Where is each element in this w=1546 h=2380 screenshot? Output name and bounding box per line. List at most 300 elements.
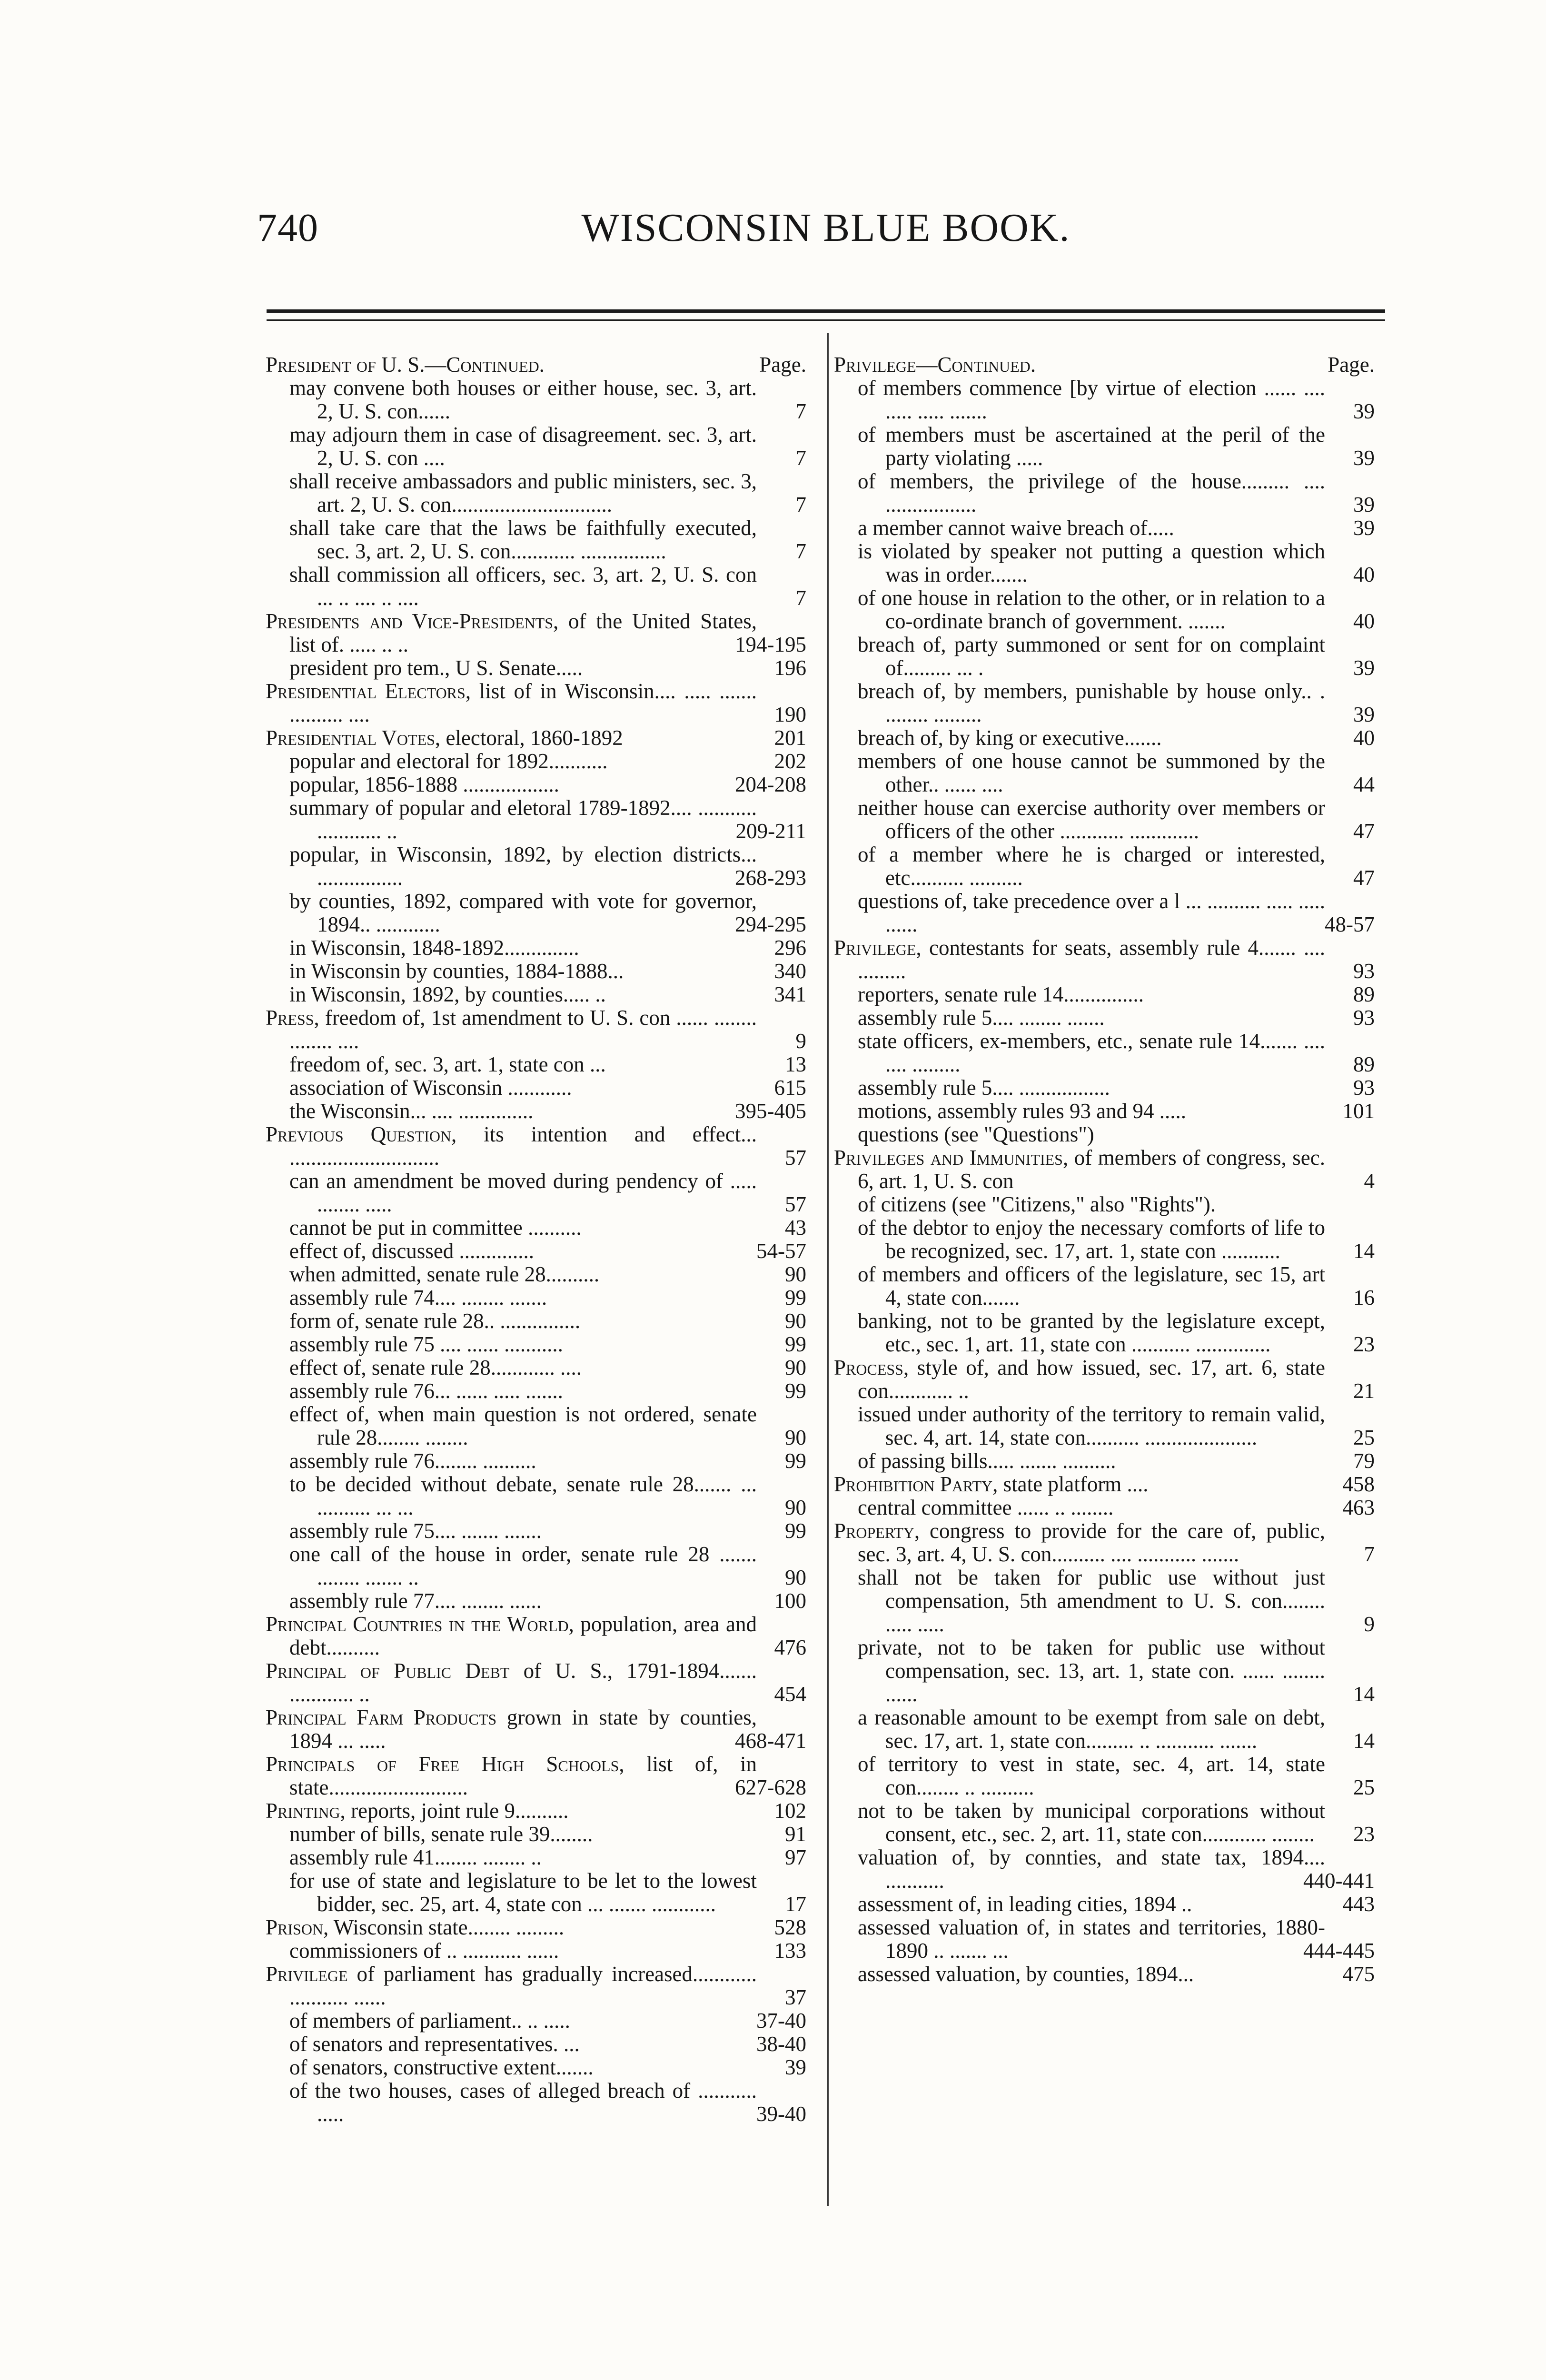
index-entry (266, 680, 813, 726)
index-subentry (266, 1939, 813, 1963)
index-subentry (266, 1449, 813, 1473)
entry-text: in Wisconsin, 1892, by counties..... .. (289, 982, 606, 1006)
page-reference: 37-40 (756, 2009, 806, 2033)
entry-text: assembly rule 76........ .......... (289, 1449, 536, 1473)
entry-text: a reasonable amount to be exempt from sale on debt, sec. 17, art. 1, state con......... .. ........... ....... (858, 1706, 1325, 1753)
index-subentry (266, 377, 813, 423)
index-subentry (834, 1846, 1381, 1893)
page-reference: 268-293 (735, 866, 806, 890)
entry-text: assembly rule 77.... ........ ...... (289, 1589, 542, 1613)
index-subentry (266, 1869, 813, 1916)
entry-text: assembly rule 75 .... ...... ........... (289, 1332, 563, 1356)
index-entry (834, 936, 1381, 983)
index-subentry (266, 656, 813, 680)
entry-text: electoral, 1860-1892 (440, 726, 623, 750)
index-subentry (834, 516, 1381, 540)
page-reference: 91 (785, 1822, 806, 1846)
entry-text: shall take care that the laws be faithfully executed, sec. 3, art. 2, U. S. con............ ................ (289, 516, 757, 563)
page-reference: 39 (1353, 446, 1375, 470)
entry-text: style of, and how issued, sec. 17, art. 6, state con............ .. (858, 1356, 1325, 1403)
index-subentry (266, 1076, 813, 1100)
page-reference: 25 (1353, 1775, 1375, 1799)
index-subentry (834, 1100, 1381, 1123)
page-reference: 294-295 (735, 912, 806, 936)
page-reference: 528 (774, 1915, 806, 1939)
page-reference: 90 (785, 1566, 806, 1589)
entry-text: reports, joint rule 9.......... (345, 1799, 569, 1823)
page-reference: 16 (1353, 1286, 1375, 1309)
entry-text: a member cannot waive breach of..... (858, 516, 1174, 540)
entry-text: is violated by speaker not putting a question which was in order....... (858, 539, 1325, 586)
entry-text: shall receive ambassadors and public ministers, sec. 3, art. 2, U. S. con.............................. (289, 469, 757, 516)
entry-text: list of, in state.......................... (289, 1752, 757, 1799)
page-reference: 475 (1342, 1962, 1375, 1986)
index-subentry (266, 1356, 813, 1379)
header-rule-thin (267, 319, 1385, 321)
page-reference: 39 (785, 2055, 806, 2079)
page-reference: 201 (774, 726, 806, 750)
entry-text: assembly rule 41........ ........ .. (289, 1845, 542, 1869)
index-subentry (266, 1170, 813, 1216)
page-reference: 99 (785, 1286, 806, 1309)
entry-heading: Property, (834, 1519, 920, 1543)
page-reference: 468-471 (735, 1729, 806, 1753)
page-reference: 296 (774, 936, 806, 960)
page-reference: 37 (785, 1985, 806, 2009)
page-reference: 48-57 (1325, 912, 1375, 936)
column-divider (827, 333, 829, 2206)
index-subentry (266, 1053, 813, 1076)
page-reference: 23 (1353, 1332, 1375, 1356)
page-reference: 40 (1353, 563, 1375, 586)
page-reference: 99 (785, 1519, 806, 1543)
page-reference: 79 (1353, 1449, 1375, 1473)
page-reference: 43 (785, 1216, 806, 1240)
index-subentry (834, 586, 1381, 633)
index-subentry (834, 1753, 1381, 1799)
index-entry (266, 610, 813, 656)
page-reference: 99 (785, 1379, 806, 1403)
index-subentry (266, 423, 813, 470)
page-reference: 40 (1353, 726, 1375, 750)
index-subentry (266, 1846, 813, 1869)
entry-text: effect of, discussed .............. (289, 1239, 535, 1263)
entry-text: of the two houses, cases of alleged breach of ........... ..... (289, 2079, 757, 2126)
page-header (257, 205, 1395, 271)
index-subentry (266, 983, 813, 1006)
page-reference: 93 (1353, 1006, 1375, 1030)
entry-text: can an amendment be moved during pendency of ..... ........ ..... (289, 1169, 757, 1216)
page-column-label: Page. (759, 353, 806, 377)
entry-text: banking, not to be granted by the legislature except, etc., sec. 1, art. 11, state con ........... .............. (858, 1309, 1325, 1356)
index-subentry (266, 2079, 813, 2126)
entry-heading: Process, (834, 1356, 909, 1379)
entry-text: shall commission all officers, sec. 3, art. 2, U. S. con ... .. .... .. .... (289, 563, 757, 610)
index-subentry (266, 563, 813, 610)
index-subentry (834, 843, 1381, 890)
entry-text: central committee ...... .. ........ (858, 1496, 1114, 1519)
index-entry (266, 1613, 813, 1659)
page-reference: 190 (774, 703, 806, 726)
page-reference: 90 (785, 1309, 806, 1333)
index-subentry (266, 516, 813, 563)
entry-heading: Privilege (266, 1962, 348, 1986)
entry-text: assembly rule 5.... ........ ....... (858, 1006, 1105, 1030)
index-subentry (266, 1543, 813, 1589)
entry-text: breach of, by king or executive....... (858, 726, 1162, 750)
entry-text: number of bills, senate rule 39........ (289, 1822, 593, 1846)
index-subentry (266, 773, 813, 796)
page-reference: 47 (1353, 819, 1375, 843)
index-subentry (834, 1309, 1381, 1356)
entry-text: breach of, party summoned or sent for on complaint of......... ... . (858, 633, 1325, 680)
entry-text: of members of parliament.. .. ..... (289, 2009, 570, 2033)
entry-text: in Wisconsin by counties, 1884-1888... (289, 959, 624, 983)
index-subentry (266, 1286, 813, 1309)
index-subentry (834, 1449, 1381, 1473)
page-reference: 196 (774, 656, 806, 680)
entry-text: of passing bills..... ....... .......... (858, 1449, 1116, 1473)
index-subentry (834, 1636, 1381, 1706)
entry-text: of senators and representatives. ... (289, 2032, 580, 2056)
index-subentry (834, 1963, 1381, 1986)
index-subentry (834, 983, 1381, 1006)
index-subentry (834, 1403, 1381, 1449)
entry-heading: Privileges and Immunities, (834, 1146, 1069, 1170)
page-reference: 7 (1364, 1542, 1375, 1566)
index-entry (266, 1799, 813, 1823)
entry-text: Wisconsin state........ ......... (328, 1915, 565, 1939)
continued-heading: Privilege—Continued. (834, 353, 1036, 377)
entry-text: of territory to vest in state, sec. 4, art. 14, state con........ .. .......... (858, 1752, 1325, 1799)
entry-heading: Printing, (266, 1799, 346, 1823)
index-column-left (266, 353, 813, 2126)
index-entry (834, 1146, 1381, 1193)
entry-text: president pro tem., U S. Senate..... (289, 656, 583, 680)
page-reference: 340 (774, 959, 806, 983)
index-subentry (266, 2009, 813, 2033)
index-subentry (266, 1100, 813, 1123)
page-reference: 38-40 (756, 2032, 806, 2056)
index-entry (266, 1659, 813, 1706)
page-reference: 102 (774, 1799, 806, 1823)
page-reference: 476 (774, 1636, 806, 1659)
index-subentry (266, 1403, 813, 1449)
page-reference: 133 (774, 1939, 806, 1963)
entry-text: state officers, ex-members, etc., senate rule 14....... .... .... ......... (858, 1029, 1325, 1076)
running-title: WISCONSIN BLUE BOOK. (581, 206, 1070, 250)
continued-heading: President of U. S.—Continued. (266, 353, 545, 377)
index-subentry (834, 1076, 1381, 1100)
page-reference: 39 (1353, 703, 1375, 726)
page-reference: 39-40 (756, 2102, 806, 2126)
index-entry (266, 1006, 813, 1053)
page-reference: 93 (1353, 959, 1375, 983)
page-reference: 7 (795, 446, 806, 470)
entry-text: by counties, 1892, compared with vote for governor, 1894.. ............ (289, 889, 757, 936)
entry-heading: Previous Question, (266, 1122, 457, 1146)
entry-text: cannot be put in committee .......... (289, 1216, 582, 1240)
index-subentry (266, 1333, 813, 1356)
page-reference: 57 (785, 1192, 806, 1216)
entry-text: neither house can exercise authority over members or officers of the other ............ ............. (858, 796, 1325, 843)
page-reference: 99 (785, 1332, 806, 1356)
page-reference: 627-628 (735, 1775, 806, 1799)
column-heading (834, 353, 1381, 377)
index-subentry (266, 890, 813, 936)
index-entry (266, 1123, 813, 1170)
entry-text: motions, assembly rules 93 and 94 ..... (858, 1099, 1186, 1123)
entry-text: of citizens (see "Citizens," also "Rights"). (858, 1192, 1216, 1216)
entry-text: grown in state by counties, 1894 ... ..... (289, 1706, 757, 1753)
entry-text: , contestants for seats, assembly rule 4....... .... ......... (858, 936, 1325, 983)
index-subentry (266, 1379, 813, 1403)
entry-text: form of, senate rule 28.. ............... (289, 1309, 581, 1333)
page-reference: 194-195 (735, 633, 806, 656)
index-subentry (834, 1893, 1381, 1916)
entry-text: of members of congress, sec. 6, art. 1, U. S. con (858, 1146, 1325, 1193)
entry-text: private, not to be taken for public use without compensation, sec. 13, art. 1, state con. ...... ........ ...... (858, 1636, 1325, 1706)
entry-text: state platform .... (998, 1472, 1149, 1496)
page-reference: 444-445 (1303, 1939, 1375, 1963)
entry-text: issued under authority of the territory to remain valid, sec. 4, art. 14, state con.......... ..................... (858, 1402, 1325, 1449)
index-subentry (266, 750, 813, 773)
page-reference: 7 (795, 493, 806, 516)
entry-heading: Prison, (266, 1915, 329, 1939)
index-subentry (834, 540, 1381, 586)
page-reference: 47 (1353, 866, 1375, 890)
page-reference: 204-208 (735, 773, 806, 796)
page-reference: 90 (785, 1496, 806, 1519)
page-reference: 14 (1353, 1239, 1375, 1263)
page-reference: 99 (785, 1449, 806, 1473)
index-entry (266, 1916, 813, 1939)
entry-text: not to be taken by municipal corporations without consent, etc., sec. 2, art. 11, state con............ ........ (858, 1799, 1325, 1846)
entry-text: popular and electoral for 1892........... (289, 749, 608, 773)
page-reference: 40 (1353, 609, 1375, 633)
entry-text: freedom of, 1st amendment to U. S. con ...... ........ ........ .... (289, 1006, 757, 1053)
entry-text: effect of, when main question is not ordered, senate rule 28........ ........ (289, 1402, 757, 1449)
entry-text: of U. S., 1791-1894....... ............ .. (289, 1659, 757, 1706)
page-reference: 9 (795, 1029, 806, 1053)
entry-text: for use of state and legislature to be let to the lowest bidder, sec. 25, art. 4, state con ... ....... ............ (289, 1869, 757, 1916)
page-reference: 454 (774, 1682, 806, 1706)
entry-text: of a member where he is charged or interested, etc.......... .......... (858, 843, 1325, 890)
index-subentry (266, 470, 813, 516)
page-reference: 39 (1353, 656, 1375, 680)
page-reference: 25 (1353, 1426, 1375, 1449)
entry-text: its intention and effect... ............................ (289, 1122, 757, 1170)
index-entry (266, 1963, 813, 2009)
index-subentry (266, 960, 813, 983)
entry-heading: Presidential Electors, (266, 679, 471, 703)
page-reference: 615 (774, 1076, 806, 1100)
entry-text: when admitted, senate rule 28.......... (289, 1262, 600, 1286)
entry-text: of members must be ascertained at the peril of the party violating ..... (858, 423, 1325, 470)
entry-text: of senators, constructive extent....... (289, 2055, 594, 2079)
index-subentry (266, 1823, 813, 1846)
entry-text: may convene both houses or either house, sec. 3, art. 2, U. S. con...... (289, 376, 757, 423)
index-subentry (834, 1006, 1381, 1030)
index-subentry (266, 1216, 813, 1240)
index-column-right (834, 353, 1381, 1986)
index-subentry (266, 1589, 813, 1613)
index-subentry (834, 1706, 1381, 1753)
index-subentry (834, 1123, 1381, 1146)
index-entries-left (266, 377, 813, 2126)
index-subentry (834, 470, 1381, 516)
entry-text: of the United States, list of. ..... .. .. (289, 609, 757, 656)
page-reference: 202 (774, 749, 806, 773)
index-entry (266, 1706, 813, 1753)
page-number: 740 (257, 206, 318, 250)
entry-text: of the debtor to enjoy the necessary comforts of life to be recognized, sec. 17, art. 1, state con ........... (858, 1216, 1325, 1263)
index-subentry (266, 843, 813, 890)
index-subentry (834, 1263, 1381, 1309)
page-reference: 209-211 (735, 819, 806, 843)
page-reference: 90 (785, 1356, 806, 1379)
page-reference: 23 (1353, 1822, 1375, 1846)
entry-text: of members commence [by virtue of election ...... .... ..... ..... ....... (858, 376, 1325, 423)
page-reference: 458 (1342, 1472, 1375, 1496)
page-reference: 341 (774, 982, 806, 1006)
index-subentry (834, 1030, 1381, 1076)
index-subentry (266, 1240, 813, 1263)
page-reference: 39 (1353, 399, 1375, 423)
entry-text: of parliament has gradually increased............ ........... ...... (289, 1962, 757, 2009)
index-subentry (266, 936, 813, 960)
page-reference: 97 (785, 1845, 806, 1869)
index-subentry (834, 680, 1381, 726)
page-reference: 7 (795, 399, 806, 423)
entry-text: may adjourn them in case of disagreement. sec. 3, art. 2, U. S. con .... (289, 423, 757, 470)
page-reference: 44 (1353, 773, 1375, 796)
index-subentry (834, 726, 1381, 750)
entry-text: assessment of, in leading cities, 1894 .. (858, 1892, 1192, 1916)
page-reference: 39 (1353, 516, 1375, 540)
index-subentry (834, 1193, 1381, 1216)
entry-text: questions of, take precedence over a l ... .......... ..... ..... ...... (858, 889, 1325, 936)
entry-text: association of Wisconsin ............ (289, 1076, 572, 1100)
entry-text: assembly rule 74.... ........ ....... (289, 1286, 547, 1309)
index-subentry (834, 1216, 1381, 1263)
entry-heading: Presidents and Vice-Presidents, (266, 609, 559, 633)
page-reference: 90 (785, 1426, 806, 1449)
page-reference: 4 (1364, 1169, 1375, 1193)
entry-heading: Principal Countries in the World, (266, 1612, 574, 1636)
entry-heading: Press, (266, 1006, 319, 1030)
index-entry (834, 1473, 1381, 1496)
entry-text: reporters, senate rule 14............... (858, 982, 1144, 1006)
index-subentry (834, 1916, 1381, 1963)
entry-text: freedom of, sec. 3, art. 1, state con ... (289, 1052, 606, 1076)
entry-text: members of one house cannot be summoned by the other.. ...... .... (858, 749, 1325, 796)
entry-text: assembly rule 76... ...... ..... ....... (289, 1379, 563, 1403)
entry-text: questions (see "Questions") (858, 1122, 1094, 1146)
page-reference: 395-405 (735, 1099, 806, 1123)
column-heading (266, 353, 813, 377)
page-reference: 443 (1342, 1892, 1375, 1916)
entry-text: of members, the privilege of the house......... .... ................. (858, 469, 1325, 516)
entry-text: of one house in relation to the other, or in relation to a co-ordinate branch of government. ....... (858, 586, 1325, 633)
page-reference: 54-57 (756, 1239, 806, 1263)
entry-text: to be decided without debate, senate rule 28....... ... .......... ... ... (289, 1472, 757, 1519)
page-reference: 100 (774, 1589, 806, 1613)
page-reference: 101 (1342, 1099, 1375, 1123)
entry-heading: Principal of Public Debt (266, 1659, 510, 1683)
entry-text: assembly rule 5.... ................. (858, 1076, 1110, 1100)
entry-text: commissioners of .. ........... ...... (289, 1939, 559, 1963)
page-reference: 7 (795, 539, 806, 563)
page-reference: 7 (795, 586, 806, 610)
entry-heading: Privilege (834, 936, 916, 960)
index-subentry (266, 1519, 813, 1543)
page-reference: 463 (1342, 1496, 1375, 1519)
index-entry (834, 1519, 1381, 1566)
entry-heading: Prohibition Party, (834, 1472, 998, 1496)
entry-heading: Presidential Votes, (266, 726, 441, 750)
index-subentry (266, 1263, 813, 1286)
entry-text: assessed valuation of, in states and territories, 1880-1890 .. ....... ... (858, 1915, 1325, 1963)
index-subentry (266, 2033, 813, 2056)
entry-text: the Wisconsin... .... .............. (289, 1099, 534, 1123)
page-column-label: Page. (1328, 353, 1375, 377)
index-subentry (834, 1496, 1381, 1519)
entry-text: list of in Wisconsin.... ..... ....... .......... .... (289, 679, 757, 726)
page-reference: 21 (1353, 1379, 1375, 1403)
index-entry (266, 1753, 813, 1799)
page-reference: 9 (1364, 1612, 1375, 1636)
entry-text: popular, in Wisconsin, 1892, by election districts... ................ (289, 843, 757, 890)
index-entry (834, 1356, 1381, 1403)
index-subentry (834, 633, 1381, 680)
entry-text: popular, 1856-1888 .................. (289, 773, 559, 796)
index-subentry (266, 1473, 813, 1519)
index-subentry (834, 750, 1381, 796)
index-subentry (834, 890, 1381, 936)
page-reference: 39 (1353, 493, 1375, 516)
entry-text: in Wisconsin, 1848-1892.............. (289, 936, 579, 960)
entry-text: valuation of, by connties, and state tax, 1894.... ........... (858, 1845, 1325, 1893)
entry-text: assembly rule 75.... ....... ....... (289, 1519, 542, 1543)
page-reference: 89 (1353, 982, 1375, 1006)
entry-text: one call of the house in order, senate rule 28 ....... ........ ....... .. (289, 1542, 757, 1589)
page-reference: 89 (1353, 1052, 1375, 1076)
page-reference: 440-441 (1303, 1869, 1375, 1893)
index-entry (266, 726, 813, 750)
index-subentry (834, 796, 1381, 843)
index-subentry (266, 796, 813, 843)
header-rule-thick (267, 309, 1385, 313)
index-subentry (834, 423, 1381, 470)
index-subentry (266, 1309, 813, 1333)
page-reference: 57 (785, 1146, 806, 1170)
index-entries-right (834, 377, 1381, 1986)
entry-text: breach of, by members, punishable by house only.. . ........ ......... (858, 679, 1325, 726)
index-subentry (834, 1566, 1381, 1636)
entry-text: shall not be taken for public use without just compensation, 5th amendment to U. S. con........ ..... ..... (858, 1566, 1325, 1636)
page-reference: 17 (785, 1892, 806, 1916)
entry-text: of members and officers of the legislature, sec 15, art 4, state con....... (858, 1262, 1325, 1309)
page-reference: 90 (785, 1262, 806, 1286)
page-reference: 93 (1353, 1076, 1375, 1100)
entry-text: population, area and debt.......... (289, 1612, 757, 1659)
entry-text: summary of popular and eletoral 1789-1892.... ........... ............ .. (289, 796, 757, 843)
page-reference: 13 (785, 1052, 806, 1076)
index-subentry (266, 2056, 813, 2079)
page-reference: 14 (1353, 1729, 1375, 1753)
entry-text: congress to provide for the care of, public, sec. 3, art. 4, U. S. con.......... .... ........... ....... (858, 1519, 1325, 1566)
